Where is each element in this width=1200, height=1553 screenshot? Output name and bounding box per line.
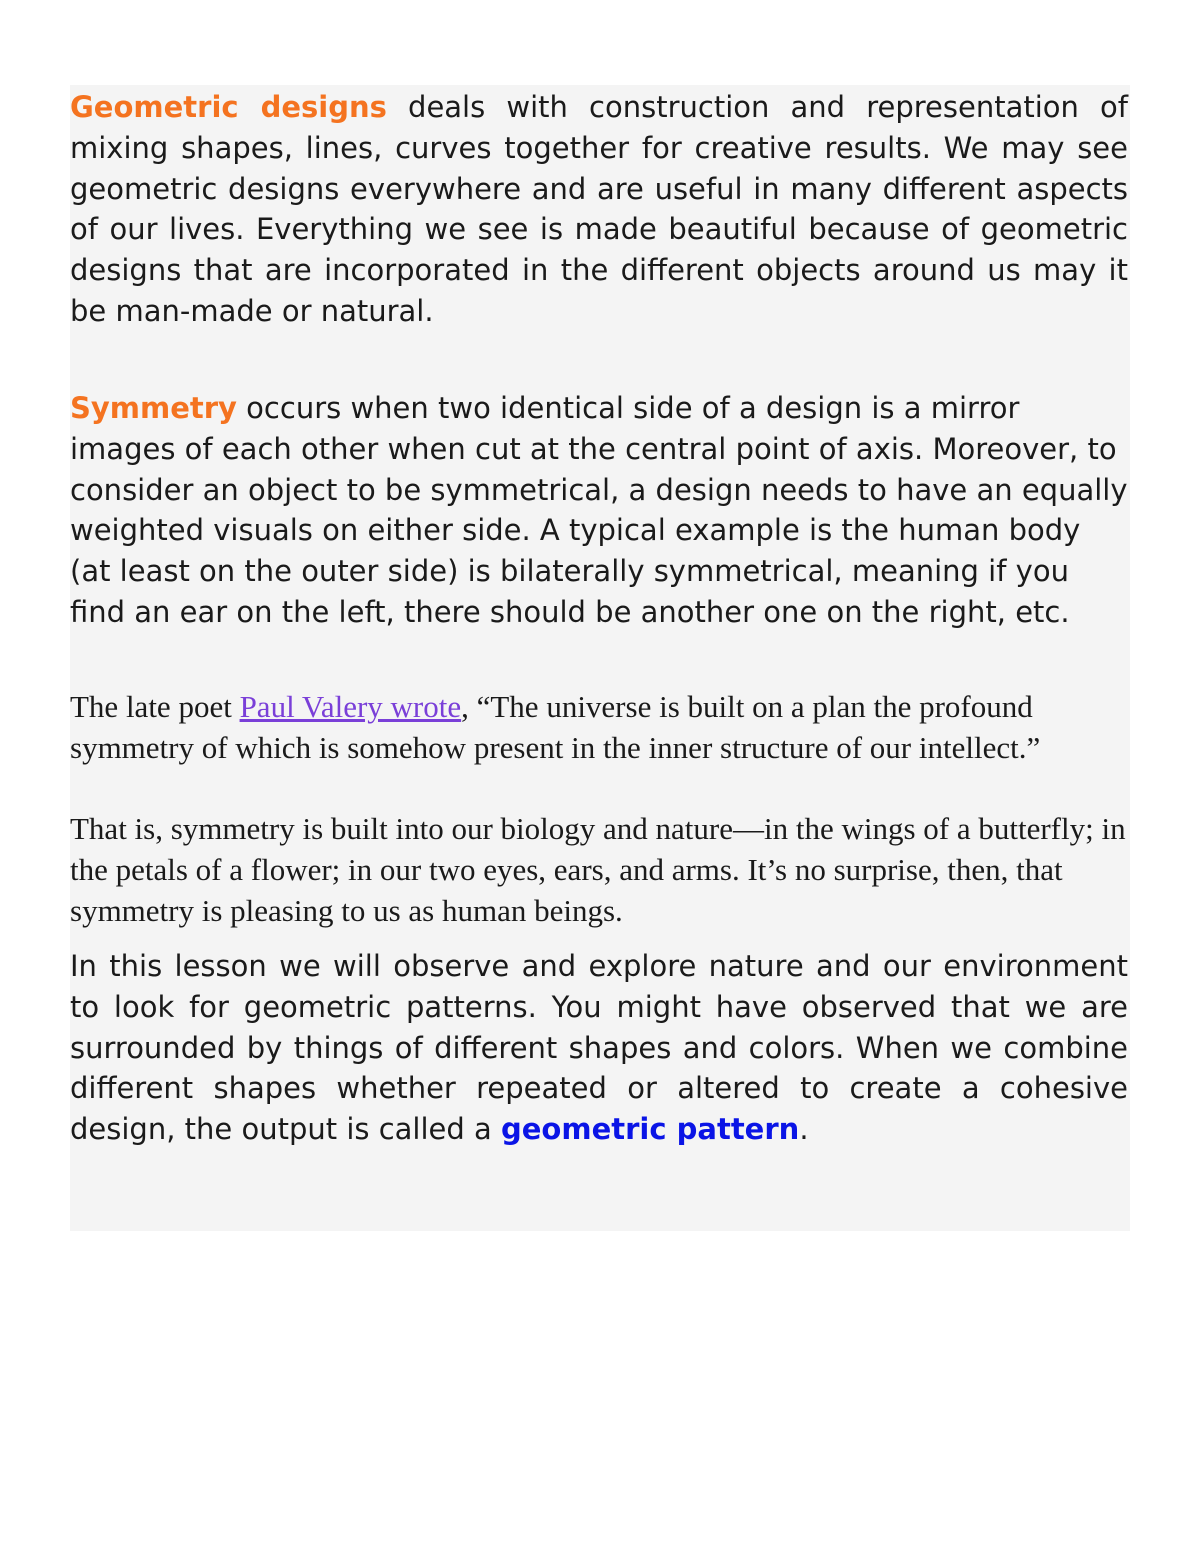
paragraph-symmetry-nature	[70, 809, 1128, 931]
quote-intro: The late poet	[70, 689, 240, 724]
paragraph-text: deals with construction and representation of mixing shapes, lines, curves together for creative results. We may see geometric designs everywhere and are useful in many different aspects of our lives. Everything we see is made beautiful because of geometric designs that are incorporated in the different objects around us may it be man-made or natural.	[70, 90, 1128, 328]
paragraph-symmetry	[70, 388, 1128, 633]
paragraph-valery-quote	[70, 687, 1128, 769]
term-symmetry: Symmetry	[70, 391, 237, 425]
term-geometric-designs: Geometric designs	[70, 90, 387, 124]
paragraph-text: occurs when two identical side of a design is a mirror images of each other when cut at the central point of axis. Moreover, to consider an object to be symmetrical, a design needs to have an equally weighted visuals on either side. A typical example is the human body (at least on the outer side) is bilaterally symmetrical, meaning if you find an ear on the left, there should be another one on the right, etc.	[70, 391, 1128, 629]
paul-valery-link[interactable]: Paul Valery wrote	[239, 689, 462, 724]
term-geometric-pattern: geometric pattern	[501, 1112, 800, 1147]
quote-text: , “The universe is built on a plan the profound symmetry of which is somehow present in the inner structure of our intellect.”	[70, 689, 1041, 765]
paragraph-end: .	[799, 1112, 809, 1147]
paragraph-lesson	[70, 946, 1128, 1150]
paragraph-text: In this lesson we will observe and explore nature and our environment to look for geometric patterns. You might have observed that we are surrounded by things of different shapes and colors. When we combine different shapes whether repeated or altered to create a cohesive design, the output is called a	[70, 949, 1128, 1147]
paragraph-geometric-designs	[70, 87, 1128, 332]
paragraph-text: That is, symmetry is built into our biology and nature—in the wings of a butterfly; in the petals of a flower; in our two eyes, ears, and arms. It’s no surprise, then, that symmetry is pleasing to us as human beings.	[70, 811, 1126, 928]
